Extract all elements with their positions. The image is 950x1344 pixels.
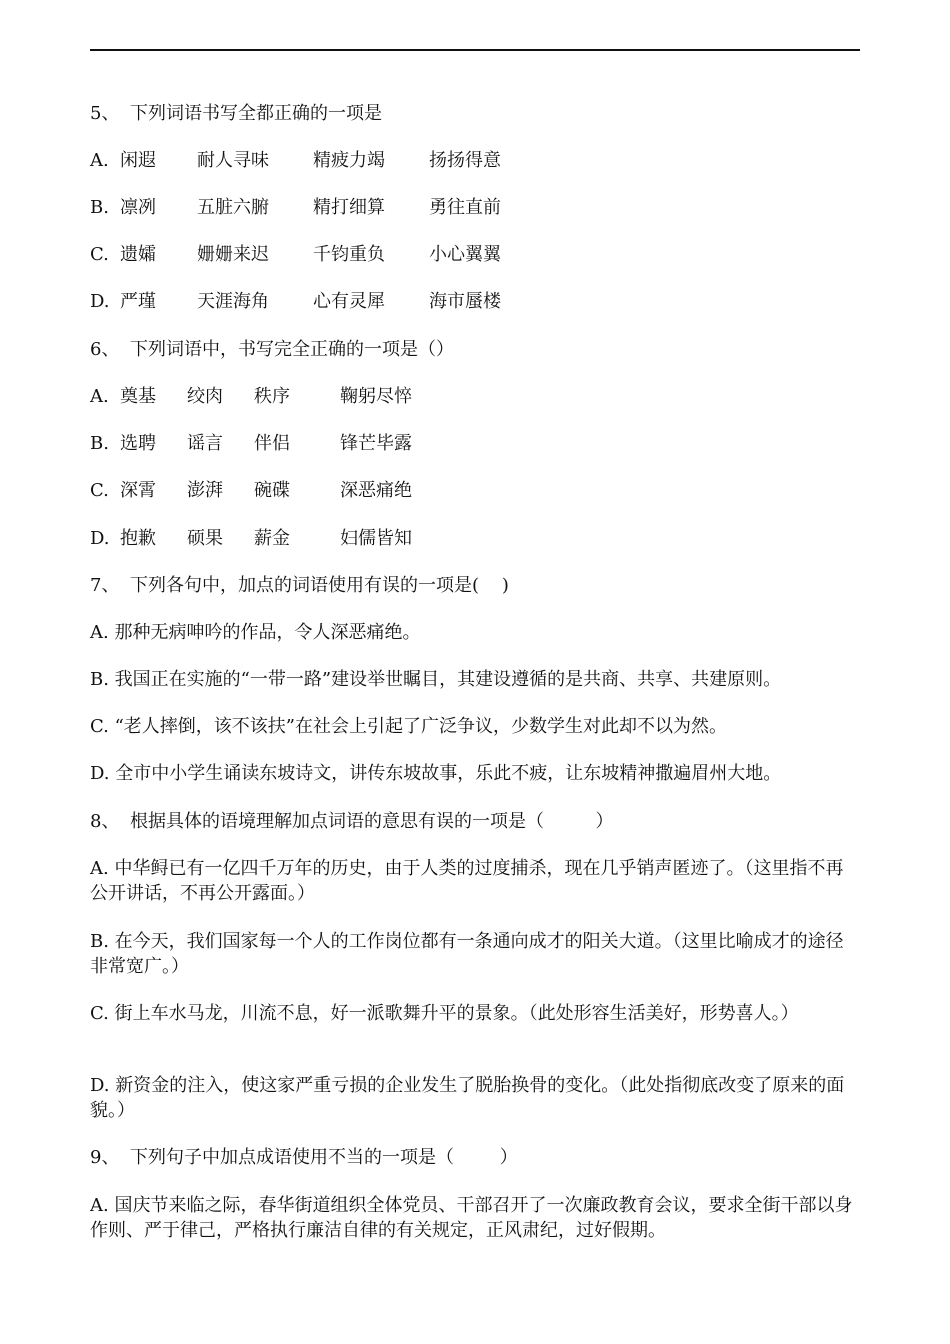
question-number: 8、 (90, 811, 120, 832)
option-word: 谣言 (187, 433, 223, 454)
q6-option-a (90, 384, 860, 409)
option-word: 精疲力竭 (313, 150, 385, 171)
question-text: 下列词语书写全都正确的一项是 (130, 103, 382, 124)
q6-option-b (90, 431, 860, 456)
question-7-title (90, 573, 860, 598)
question-number: 5、 (90, 103, 120, 124)
q8-option-d: D. 新资金的注入，使这家严重亏损的企业发生了脱胎换骨的变化。（此处指彻底改变了原来的面貌。） (90, 1075, 845, 1121)
question-text: 下列各句中，加点的词语使用有误的一项是( ) (130, 575, 509, 596)
q7-option-a: A. 那种无病呻吟的作品，令人深恶痛绝。 (90, 622, 421, 643)
option-letter: B. (90, 433, 109, 454)
option-word: 勇往直前 (429, 197, 501, 218)
option-word: 硕果 (187, 528, 223, 549)
option-word: 锋芒毕露 (340, 433, 412, 454)
option-word: 碗碟 (254, 480, 290, 501)
question-6-title (90, 337, 860, 362)
option-letter: C. (90, 244, 109, 265)
option-word: 扬扬得意 (429, 150, 501, 171)
option-word: 凛冽 (120, 197, 156, 218)
q7-option-b: B. 我国正在实施的“一带一路”建设举世瞩目，其建设遵循的是共商、共享、共建原则。 (90, 669, 782, 690)
option-word: 海市蜃楼 (429, 291, 501, 312)
q5-option-d (90, 289, 860, 314)
q9-option-a: A. 国庆节来临之际，春华街道组织全体党员、干部召开了一次廉政教育会议，要求全街干部以身作则、严于律己，严格执行廉洁自律的有关规定，正风肃纪，过好假期。 (90, 1195, 853, 1241)
option-letter: C. (90, 480, 109, 501)
option-word: 深霄 (120, 480, 156, 501)
option-word: 妇儒皆知 (340, 528, 412, 549)
question-text: 根据具体的语境理解加点词语的意思有误的一项是（ ） (130, 811, 614, 832)
option-letter: A. (90, 150, 109, 171)
option-word: 严瑾 (120, 291, 156, 312)
question-9-title (90, 1145, 860, 1170)
option-word: 深恶痛绝 (340, 480, 412, 501)
q8-option-b: B. 在今天，我们国家每一个人的工作岗位都有一条通向成才的阳关大道。（这里比喻成才的途径非常宽广。） (90, 931, 844, 977)
option-word: 抱歉 (120, 528, 156, 549)
option-word: 千钧重负 (313, 244, 385, 265)
option-word: 鞠躬尽悴 (340, 386, 412, 407)
q5-option-a (90, 148, 860, 173)
option-word: 秩序 (254, 386, 290, 407)
option-word: 小心翼翼 (429, 244, 501, 265)
q6-option-d (90, 526, 860, 551)
option-word: 闲遐 (120, 150, 156, 171)
option-word: 选聘 (120, 433, 156, 454)
option-word: 奠基 (120, 386, 156, 407)
option-word: 伴侣 (254, 433, 290, 454)
header-rule (90, 49, 860, 51)
option-word: 澎湃 (187, 480, 223, 501)
option-word: 绞肉 (187, 386, 223, 407)
q5-option-c (90, 242, 860, 267)
question-5-title (90, 101, 860, 126)
q8-option-a: A. 中华鲟已有一亿四千万年的历史，由于人类的过度捕杀，现在几乎销声匿迹了。（这里指不再公开讲话，不再公开露面。） (90, 858, 844, 904)
option-letter: A. (90, 386, 109, 407)
q5-option-b (90, 195, 860, 220)
option-letter: D. (90, 291, 110, 312)
question-number: 9、 (90, 1147, 120, 1168)
q7-option-c: C. “老人摔倒，该不该扶”在社会上引起了广泛争议，少数学生对此却不以为然。 (90, 716, 727, 737)
question-number: 7、 (90, 575, 120, 596)
option-word: 心有灵犀 (313, 291, 385, 312)
question-8-title (90, 809, 860, 834)
option-word: 薪金 (254, 528, 290, 549)
q7-option-d: D. 全市中小学生诵读东坡诗文，讲传东坡故事，乐此不疲，让东坡精神撒遍眉州大地。 (90, 763, 782, 784)
q8-option-c: C. 街上车水马龙，川流不息，好一派歌舞升平的景象。（此处形容生活美好，形势喜人。） (90, 1003, 799, 1024)
option-letter: D. (90, 528, 110, 549)
option-word: 耐人寻味 (197, 150, 269, 171)
option-word: 姗姗来迟 (197, 244, 269, 265)
option-letter: B. (90, 197, 109, 218)
option-word: 天涯海角 (197, 291, 269, 312)
question-text: 下列词语中，书写完全正确的一项是（） (130, 339, 454, 360)
option-word: 精打细算 (313, 197, 385, 218)
q6-option-c (90, 478, 860, 503)
question-number: 6、 (90, 339, 120, 360)
question-text: 下列句子中加点成语使用不当的一项是（ ） (130, 1147, 518, 1168)
option-word: 五脏六腑 (197, 197, 269, 218)
option-word: 遗孀 (120, 244, 156, 265)
